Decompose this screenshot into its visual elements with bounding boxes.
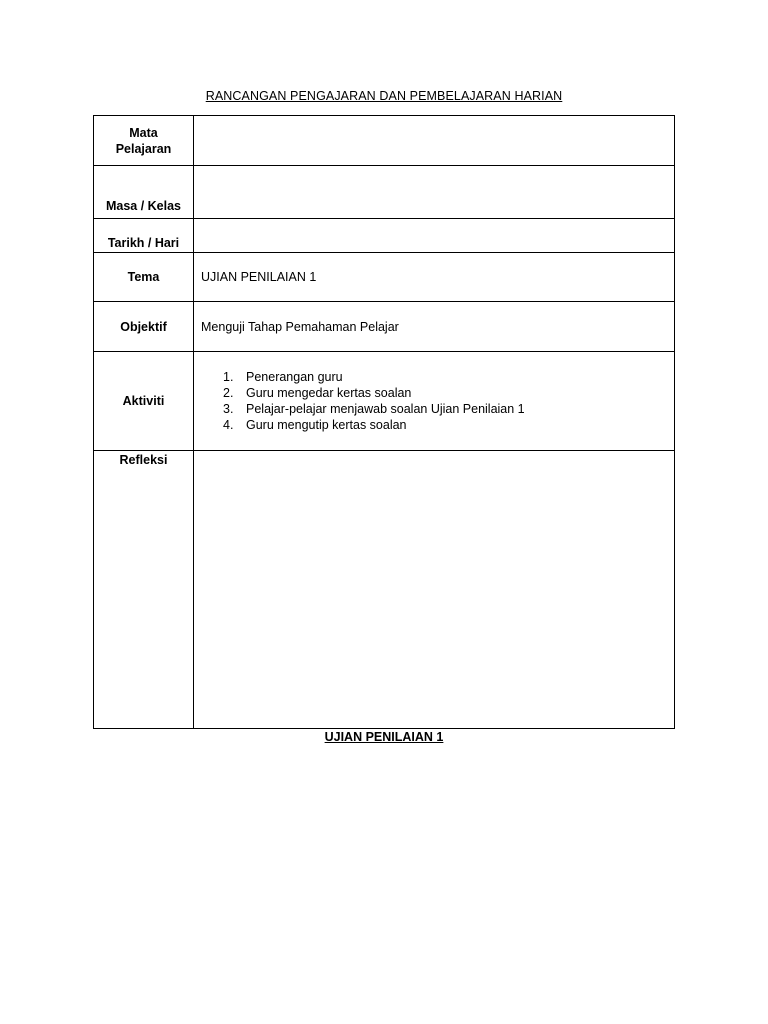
table-row-mata-pelajaran <box>94 116 675 166</box>
tema-label: Tema <box>94 253 194 302</box>
refleksi-label: Refleksi <box>94 451 194 729</box>
aktiviti-label: Aktiviti <box>94 352 194 451</box>
table-row-refleksi <box>94 451 675 729</box>
activity-item: Pelajar-pelajar menjawab soalan Ujian Penilaian 1 <box>246 402 525 416</box>
tema-value: UJIAN PENILAIAN 1 <box>194 253 675 302</box>
mata-pelajaran-label <box>94 116 194 166</box>
activity-item: Guru mengutip kertas soalan <box>246 418 407 432</box>
masa-kelas-value <box>194 166 675 219</box>
activity-item: Penerangan guru <box>246 370 343 384</box>
tarikh-hari-value <box>194 219 675 253</box>
footer-title: UJIAN PENILAIAN 1 <box>324 730 444 744</box>
table-row-tema <box>94 253 675 302</box>
mata-pelajaran-value <box>194 116 675 166</box>
objektif-label: Objektif <box>94 302 194 352</box>
activity-list <box>201 369 674 433</box>
lesson-plan-table <box>93 115 675 729</box>
refleksi-value <box>194 451 675 729</box>
mata-pelajaran-label-line2: Pelajaran <box>115 141 172 156</box>
activity-item: Guru mengedar kertas soalan <box>246 386 412 400</box>
table-row-masa-kelas <box>94 166 675 219</box>
table-row-tarikh-hari <box>94 219 675 253</box>
table-row-objektif <box>94 302 675 352</box>
objektif-value: Menguji Tahap Pemahaman Pelajar <box>194 302 675 352</box>
table-row-aktiviti <box>94 352 675 451</box>
aktiviti-value <box>194 352 675 451</box>
document-title: RANCANGAN PENGAJARAN DAN PEMBELAJARAN HARIAN <box>205 89 563 103</box>
tarikh-hari-label: Tarikh / Hari <box>94 219 194 253</box>
mata-pelajaran-label-line1: Mata <box>129 125 158 140</box>
masa-kelas-label: Masa / Kelas <box>94 166 194 219</box>
